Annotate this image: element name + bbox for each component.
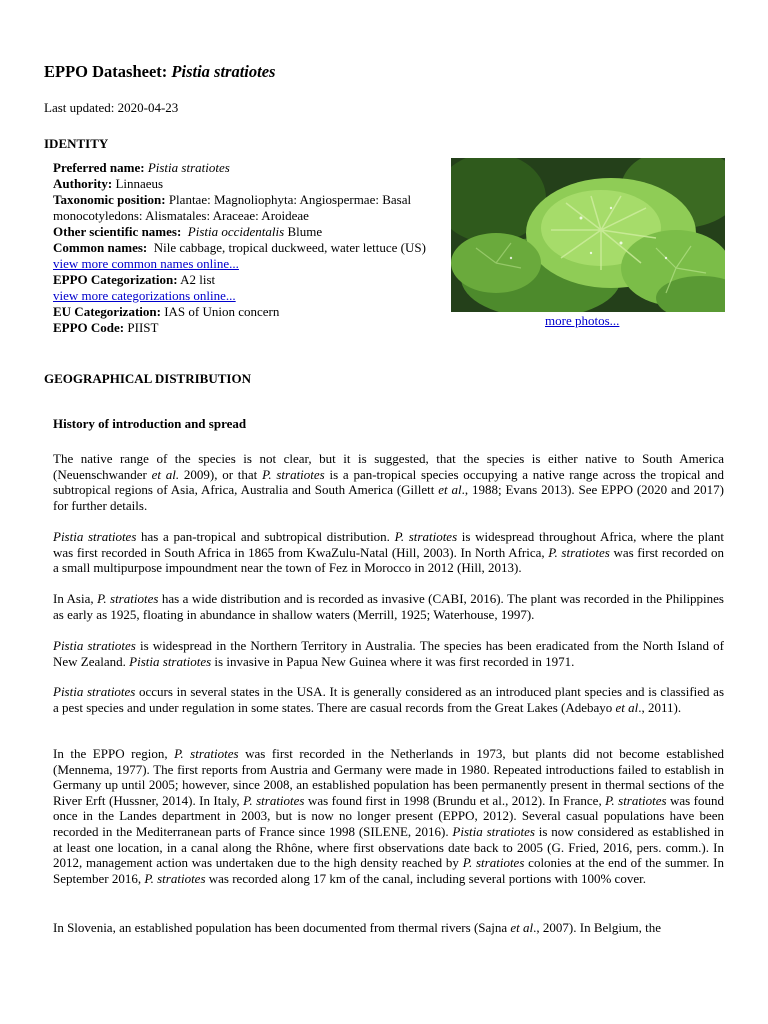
- view-categorizations-link[interactable]: view more categorizations online...: [53, 288, 236, 303]
- paragraph-usa: Pistia stratiotes occurs in several states in the USA. It is generally considered as an introduced plant species and is classified as a pest species and under regulation in some states. There are casual records from the Great Lakes (Adebayo et al., 2011).: [53, 684, 724, 715]
- species-photo[interactable]: [451, 158, 725, 312]
- identity-block: [53, 160, 453, 336]
- authority-row: Authority: Linnaeus: [53, 176, 164, 191]
- view-common-names-link[interactable]: view more common names online...: [53, 256, 239, 271]
- identity-heading: IDENTITY: [44, 136, 109, 151]
- paragraph-asia: In Asia, P. stratiotes has a wide distribution and is recorded as invasive (CABI, 2016). The plant was recorded in the Philippines as early as 1925, floating in abundance in shallow waters (Merrill, 1925; Waterhouse, 1997).: [53, 591, 724, 622]
- eu-categorization-row: EU Categorization: IAS of Union concern: [53, 304, 280, 319]
- eppo-categorization-row: EPPO Categorization: A2 list: [53, 272, 216, 287]
- other-scientific-names-row: Other scientific names: Pistia occidentalis Blume: [53, 224, 323, 239]
- paragraph-australia: Pistia stratiotes is widespread in the Northern Territory in Australia. The species has been eradicated from the North Island of New Zealand. Pistia stratiotes is invasive in Papua New Guinea where it was first recorded in 1971.: [53, 638, 724, 669]
- eppo-code-row: EPPO Code: PIIST: [53, 320, 159, 335]
- taxonomic-position-row: Taxonomic position: Plantae: Magnoliophyta: Angiospermae: Basal monocotyledons: Alismatales: Araceae: Aroideae: [53, 192, 412, 223]
- paragraph-eppo-region: In the EPPO region, P. stratiotes was first recorded in the Netherlands in 1973, but plants did not become established (Mennema, 1977). The first reports from Austria and Germany were made in 1980. Repeated introductions failed to establish in Germany up until 2005; however, since 2008, an established population has been permanently present in thermal sections of the River Erft (Hussner, 2014). In Italy, P. stratiotes was found first in 1998 (Brundu et al., 2012). In France, P. stratiotes was found once in the Landes department in 2003, but is now no longer present (EPPO, 2012). Several casual populations have been recorded in the Mediterranean parts of France since 1998 (SILENE, 2016). Pistia stratiotes is now considered as established in at least one location, in a canal along the Rhône, where first observations date back to 2005 (G. Fried, 2016, pers. comm.). In 2012, management action was undertaken due to the high density reached by P. stratiotes colonies at the end of the summer. In September 2016, P. stratiotes was recorded along 17 km of the canal, including several portions with 100% cover.: [53, 746, 724, 886]
- water-lettuce-image: [451, 158, 725, 312]
- history-subheading: History of introduction and spread: [53, 416, 247, 431]
- paragraph-slovenia: In Slovenia, an established population has been documented from thermal rivers (Sajna et al., 2007). In Belgium, the: [53, 920, 661, 935]
- paragraph-pantropical: Pistia stratiotes has a pan-tropical and subtropical distribution. P. stratiotes is widespread throughout Africa, where the plant was first recorded in South Africa in 1865 from KwaZulu-Natal (Hill, 2003). In North Africa, P. stratiotes was first recorded on a small multipurpose impoundment near the town of Fez in Morocco in 2012 (Hill, 2013).: [53, 529, 724, 576]
- title-species: Pistia stratiotes: [171, 62, 276, 81]
- last-updated: Last updated: 2020-04-23: [44, 100, 179, 115]
- more-photos-link[interactable]: more photos...: [545, 313, 620, 328]
- geographical-distribution-heading: GEOGRAPHICAL DISTRIBUTION: [44, 371, 251, 386]
- page-title: [44, 62, 275, 82]
- preferred-name-row: Preferred name: Pistia stratiotes: [53, 160, 230, 175]
- common-names-row: Common names: Nile cabbage, tropical duckweed, water lettuce (US): [53, 240, 426, 255]
- title-prefix: EPPO Datasheet:: [44, 62, 168, 81]
- paragraph-native-range: The native range of the species is not clear, but it is suggested, that the species is either native to South America (Neuenschwander et al. 2009), or that P. stratiotes is a pan-tropical species occupying a native range across the tropical and subtropical regions of Asia, Africa, Australia and South America (Gillett et al., 1988; Evans 2013). See EPPO (2020 and 2017) for further details.: [53, 451, 725, 513]
